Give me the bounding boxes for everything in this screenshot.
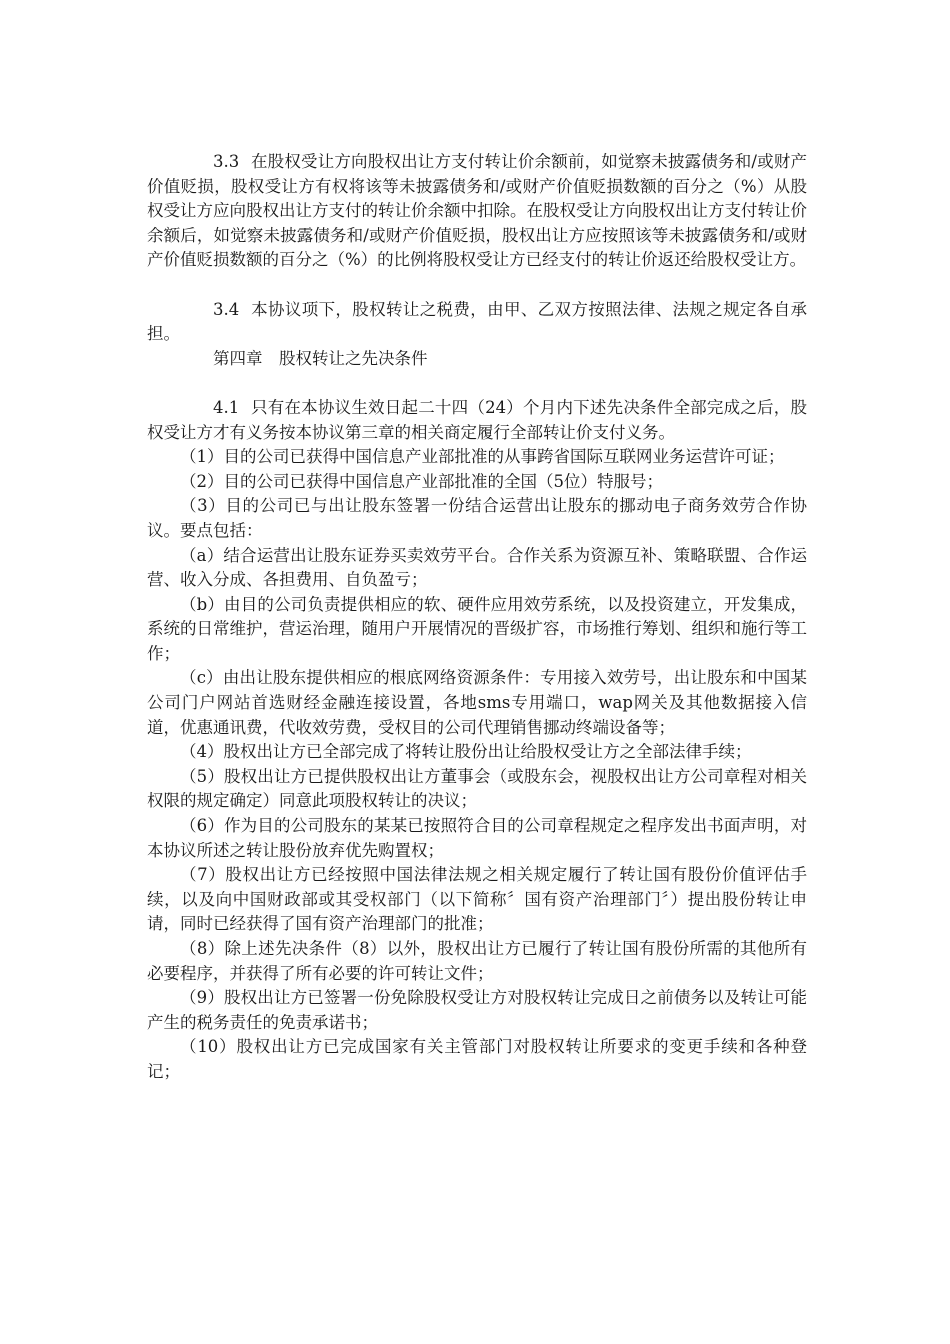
- clause-text: 在股权受让方向股权出让方支付转让价余额前，如觉察未披露债务和/或财产价值贬损，股权受让方有权将该等未披露债务和/或财产价值贬损数额的百分之（%）从股权受让方应向股权出让方支付的转让价余额中扣除。在股权受让方向股权出让方支付转让价余额后，如觉察未披露债务和/或财产价值贬损，股权出让方应按照该等未披露债务和/或财产价值贬损数额的百分之（%）的比例将股权受让方已经支付的转让价返还给股权受让方。: [147, 152, 807, 270]
- clause-3-3: [147, 150, 807, 273]
- chapter-heading: [147, 347, 807, 372]
- condition-item: （8）除上述先决条件（8）以外，股权出让方已履行了转让国有股份所需的其他所有必要程序，并获得了所有必要的许可转让文件；: [147, 939, 807, 983]
- condition-item: （2）目的公司已获得中国信息产业部批准的全国（5位）特服号；: [180, 471, 663, 491]
- condition-item: （5）股权出让方已提供股权出让方董事会（或股东会，视股权出让方公司章程对相关权限的规定确定）同意此项股权转让的决议；: [147, 766, 807, 811]
- condition-subitem: （c）由出让股东提供相应的根底网络资源条件：专用接入效劳号，出让股东和中国某公司门户网站首选财经金融连接设置，各地sms专用端口，wap网关及其他数据接入信道，优惠通讯费，代收效劳费，受权目的公司代理销售挪动终端设备等；: [147, 668, 807, 737]
- document-page: [147, 150, 807, 1085]
- clause-4-1: [147, 396, 807, 445]
- clause-number: 4.1: [213, 397, 240, 417]
- condition-item: （6）作为目的公司股东的某某已按照符合目的公司章程规定之程序发出书面声明，对本协议所述之转让股份放弃优先购置权；: [147, 816, 807, 860]
- condition-subitem: （b）由目的公司负责提供相应的软、硬件应用效劳系统，以及投资建立，开发集成，系统的日常维护，营运治理，随用户开展情况的晋级扩容，市场推行筹划、组织和施行等工作；: [147, 594, 807, 663]
- clause-number: 3.4: [213, 299, 240, 319]
- condition-item: （4）股权出让方已全部完成了将转让股份出让给股权受让方之全部法律手续；: [180, 742, 752, 762]
- clause-text: 只有在本协议生效日起二十四（24）个月内下述先决条件全部完成之后，股权受让方才有义务按本协议第三章的相关商定履行全部转让价支付义务。: [147, 397, 807, 442]
- condition-item: （1）目的公司已获得中国信息产业部批准的从事跨省国际互联网业务运营许可证；: [180, 447, 785, 467]
- condition-item: （7）股权出让方已经按照中国法律法规之相关规定履行了转让国有股份价值评估手续，以及向中国财政部或其受权部门（以下简称〞国有资产治理部门〞）提出股份转让申请，同时已经获得了国有资产治理部门的批准；: [147, 865, 807, 934]
- chapter-title: 股权转让之先决条件: [279, 348, 428, 368]
- chapter-number: 第四章: [213, 348, 263, 368]
- clause-text: 本协议项下，股权转让之税费，由甲、乙双方按照法律、法规之规定各自承担。: [147, 299, 807, 344]
- clause-3-4: [147, 298, 807, 347]
- condition-item: （10）股权出让方已完成国家有关主管部门对股权转让所要求的变更手续和各种登记；: [147, 1037, 807, 1081]
- condition-subitem: （a）结合运营出让股东证券买卖效劳平台。合作关系为资源互补、策略联盟、合作运营、收入分成、各担费用、自负盈亏；: [147, 545, 807, 590]
- clause-number: 3.3: [213, 152, 240, 171]
- condition-item: （9）股权出让方已签署一份免除股权受让方对股权转让完成日之前债务以及转让可能产生的税务责任的免责承诺书；: [147, 988, 807, 1032]
- condition-item: （3）目的公司已与出让股东签署一份结合运营出让股东的挪动电子商务效劳合作协议。要点包括：: [147, 496, 807, 540]
